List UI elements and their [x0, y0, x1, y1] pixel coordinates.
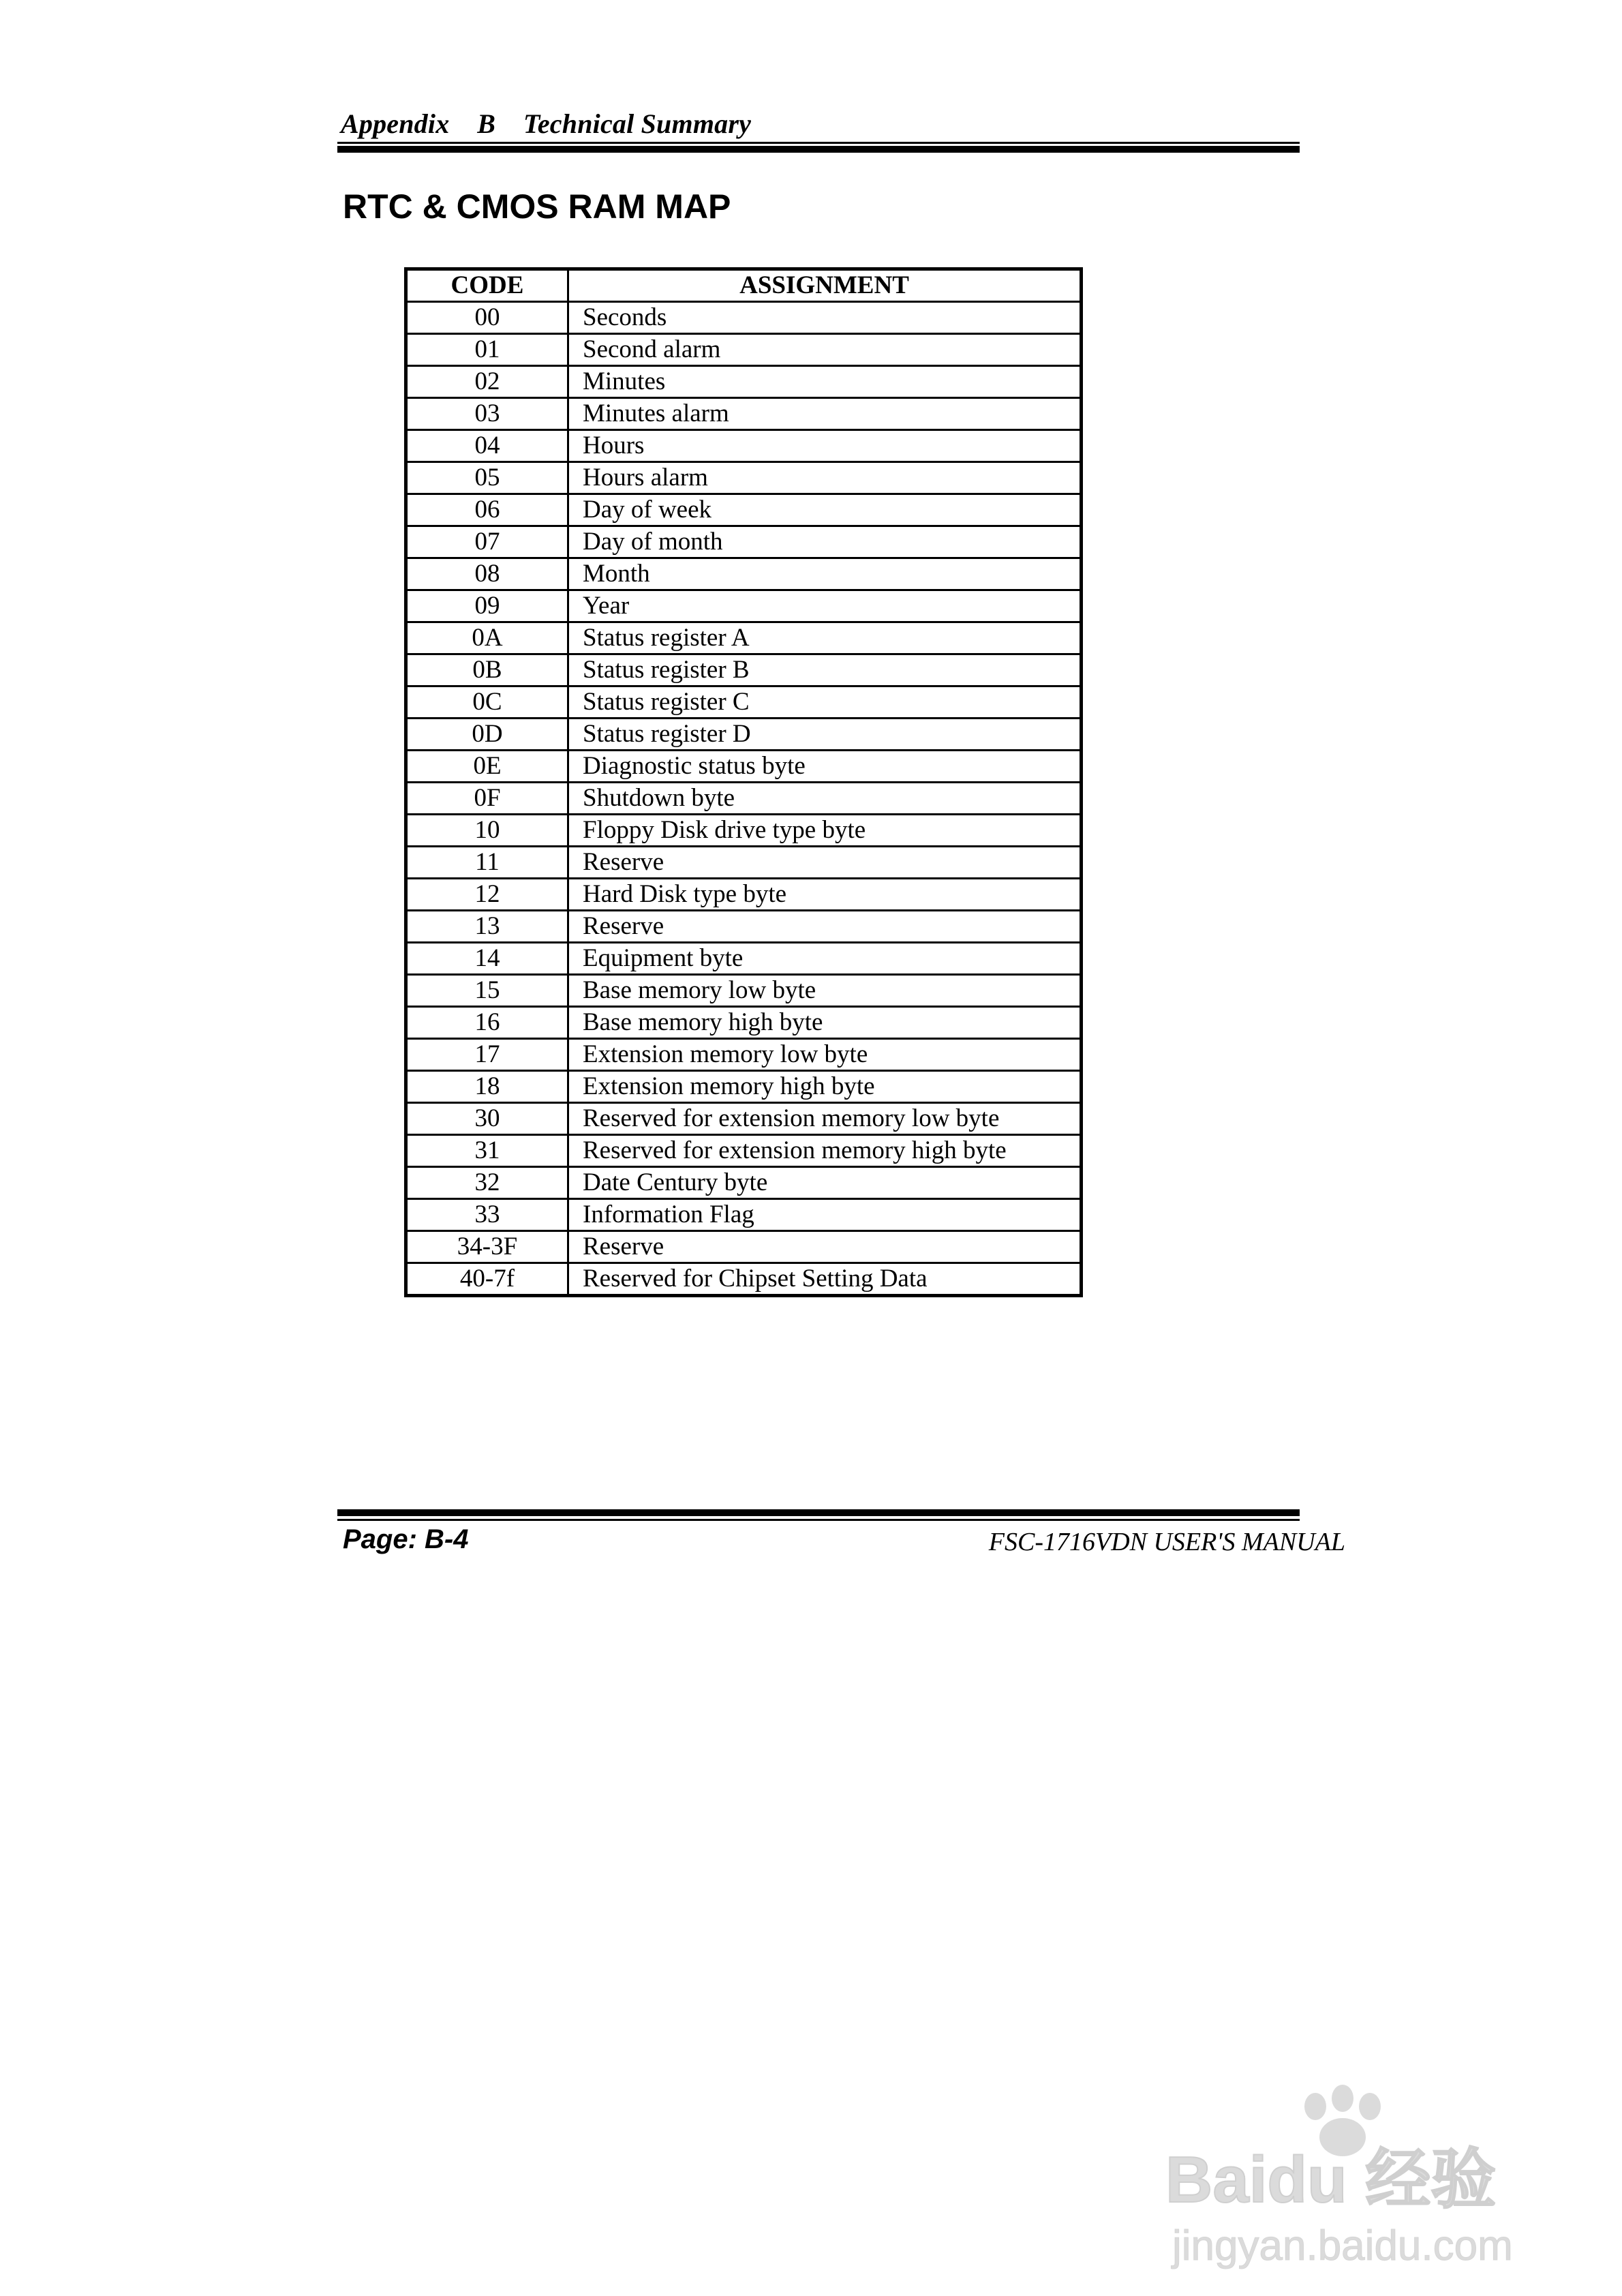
assignment-cell: Month	[568, 558, 1082, 590]
table-row	[406, 1231, 1082, 1263]
table-row	[406, 686, 1082, 719]
table-row	[406, 1263, 1082, 1296]
baidu-watermark	[1159, 2072, 1567, 2277]
table-row	[406, 1103, 1082, 1135]
table-row	[406, 654, 1082, 686]
running-header: Appendix B Technical Summary	[341, 108, 752, 139]
code-cell: 04	[406, 430, 568, 462]
column-header-assignment: ASSIGNMENT	[568, 269, 1082, 302]
assignment-cell: Information Flag	[568, 1199, 1082, 1231]
assignment-cell: Minutes alarm	[568, 398, 1082, 430]
code-cell: 05	[406, 462, 568, 494]
table-row	[406, 558, 1082, 590]
code-cell: 31	[406, 1135, 568, 1167]
assignment-cell: Reserved for Chipset Setting Data	[568, 1263, 1082, 1296]
table-row	[406, 1199, 1082, 1231]
assignment-cell: Minutes	[568, 366, 1082, 398]
assignment-cell: Seconds	[568, 302, 1082, 334]
assignment-cell: Reserved for extension memory high byte	[568, 1135, 1082, 1167]
assignment-cell: Reserved for extension memory low byte	[568, 1103, 1082, 1135]
footer-rule-thin	[337, 1519, 1300, 1521]
code-cell: 16	[406, 1007, 568, 1039]
page-number: Page: B-4	[343, 1524, 469, 1554]
header-rule-thin	[337, 142, 1300, 144]
code-cell: 11	[406, 847, 568, 879]
table-row	[406, 398, 1082, 430]
table-row	[406, 847, 1082, 879]
assignment-cell: Hours	[568, 430, 1082, 462]
assignment-cell: Equipment byte	[568, 943, 1082, 975]
table-row	[406, 783, 1082, 815]
assignment-cell: Year	[568, 590, 1082, 622]
assignment-cell: Status register B	[568, 654, 1082, 686]
code-cell: 0B	[406, 654, 568, 686]
code-cell: 01	[406, 334, 568, 366]
assignment-cell: Status register A	[568, 622, 1082, 654]
code-cell: 0A	[406, 622, 568, 654]
cmos-map-table	[404, 267, 1083, 1297]
assignment-cell: Day of week	[568, 494, 1082, 526]
code-cell: 12	[406, 879, 568, 911]
code-cell: 17	[406, 1039, 568, 1071]
code-cell: 13	[406, 911, 568, 943]
table-row	[406, 943, 1082, 975]
code-cell: 09	[406, 590, 568, 622]
code-cell: 32	[406, 1167, 568, 1199]
code-cell: 00	[406, 302, 568, 334]
watermark-brand: Baidu 经验	[1165, 2143, 1497, 2216]
table-row	[406, 1167, 1082, 1199]
code-cell: 30	[406, 1103, 568, 1135]
table-row	[406, 975, 1082, 1007]
code-cell: 18	[406, 1071, 568, 1103]
code-cell: 34-3F	[406, 1231, 568, 1263]
table-row	[406, 366, 1082, 398]
code-cell: 0D	[406, 719, 568, 751]
assignment-cell: Hard Disk type byte	[568, 879, 1082, 911]
code-cell: 33	[406, 1199, 568, 1231]
code-cell: 03	[406, 398, 568, 430]
table-row	[406, 302, 1082, 334]
assignment-cell: Shutdown byte	[568, 783, 1082, 815]
code-cell: 0F	[406, 783, 568, 815]
page-title: RTC & CMOS RAM MAP	[343, 187, 731, 226]
table-row	[406, 879, 1082, 911]
table-row	[406, 494, 1082, 526]
table-row	[406, 622, 1082, 654]
code-cell: 10	[406, 815, 568, 847]
assignment-cell: Status register C	[568, 686, 1082, 719]
assignment-cell: Day of month	[568, 526, 1082, 558]
assignment-cell: Reserve	[568, 911, 1082, 943]
code-cell: 14	[406, 943, 568, 975]
column-header-code: CODE	[406, 269, 568, 302]
assignment-cell: Floppy Disk drive type byte	[568, 815, 1082, 847]
table-row	[406, 334, 1082, 366]
table-row	[406, 526, 1082, 558]
table-row	[406, 462, 1082, 494]
footer-rule-thick	[337, 1509, 1300, 1516]
code-cell: 40-7f	[406, 1263, 568, 1296]
assignment-cell: Diagnostic status byte	[568, 751, 1082, 783]
watermark-url: jingyan.baidu.com	[1172, 2222, 1513, 2269]
table-row	[406, 751, 1082, 783]
code-cell: 07	[406, 526, 568, 558]
assignment-cell: Extension memory high byte	[568, 1071, 1082, 1103]
table-row	[406, 1135, 1082, 1167]
code-cell: 0E	[406, 751, 568, 783]
assignment-cell: Extension memory low byte	[568, 1039, 1082, 1071]
code-cell: 15	[406, 975, 568, 1007]
manual-title: FSC-1716VDN USER'S MANUAL	[988, 1528, 1345, 1556]
table-header-row	[406, 269, 1082, 302]
assignment-cell: Second alarm	[568, 334, 1082, 366]
header-rule-thick	[337, 146, 1300, 153]
assignment-cell: Status register D	[568, 719, 1082, 751]
table-row	[406, 1007, 1082, 1039]
code-cell: 0C	[406, 686, 568, 719]
code-cell: 08	[406, 558, 568, 590]
assignment-cell: Base memory low byte	[568, 975, 1082, 1007]
assignment-cell: Date Century byte	[568, 1167, 1082, 1199]
table-row	[406, 911, 1082, 943]
table-row	[406, 719, 1082, 751]
assignment-cell: Reserve	[568, 1231, 1082, 1263]
assignment-cell: Hours alarm	[568, 462, 1082, 494]
table-body	[406, 302, 1082, 1296]
table-row	[406, 1039, 1082, 1071]
table-row	[406, 815, 1082, 847]
code-cell: 02	[406, 366, 568, 398]
code-cell: 06	[406, 494, 568, 526]
table-row	[406, 430, 1082, 462]
assignment-cell: Reserve	[568, 847, 1082, 879]
table-row	[406, 1071, 1082, 1103]
table-row	[406, 590, 1082, 622]
assignment-cell: Base memory high byte	[568, 1007, 1082, 1039]
